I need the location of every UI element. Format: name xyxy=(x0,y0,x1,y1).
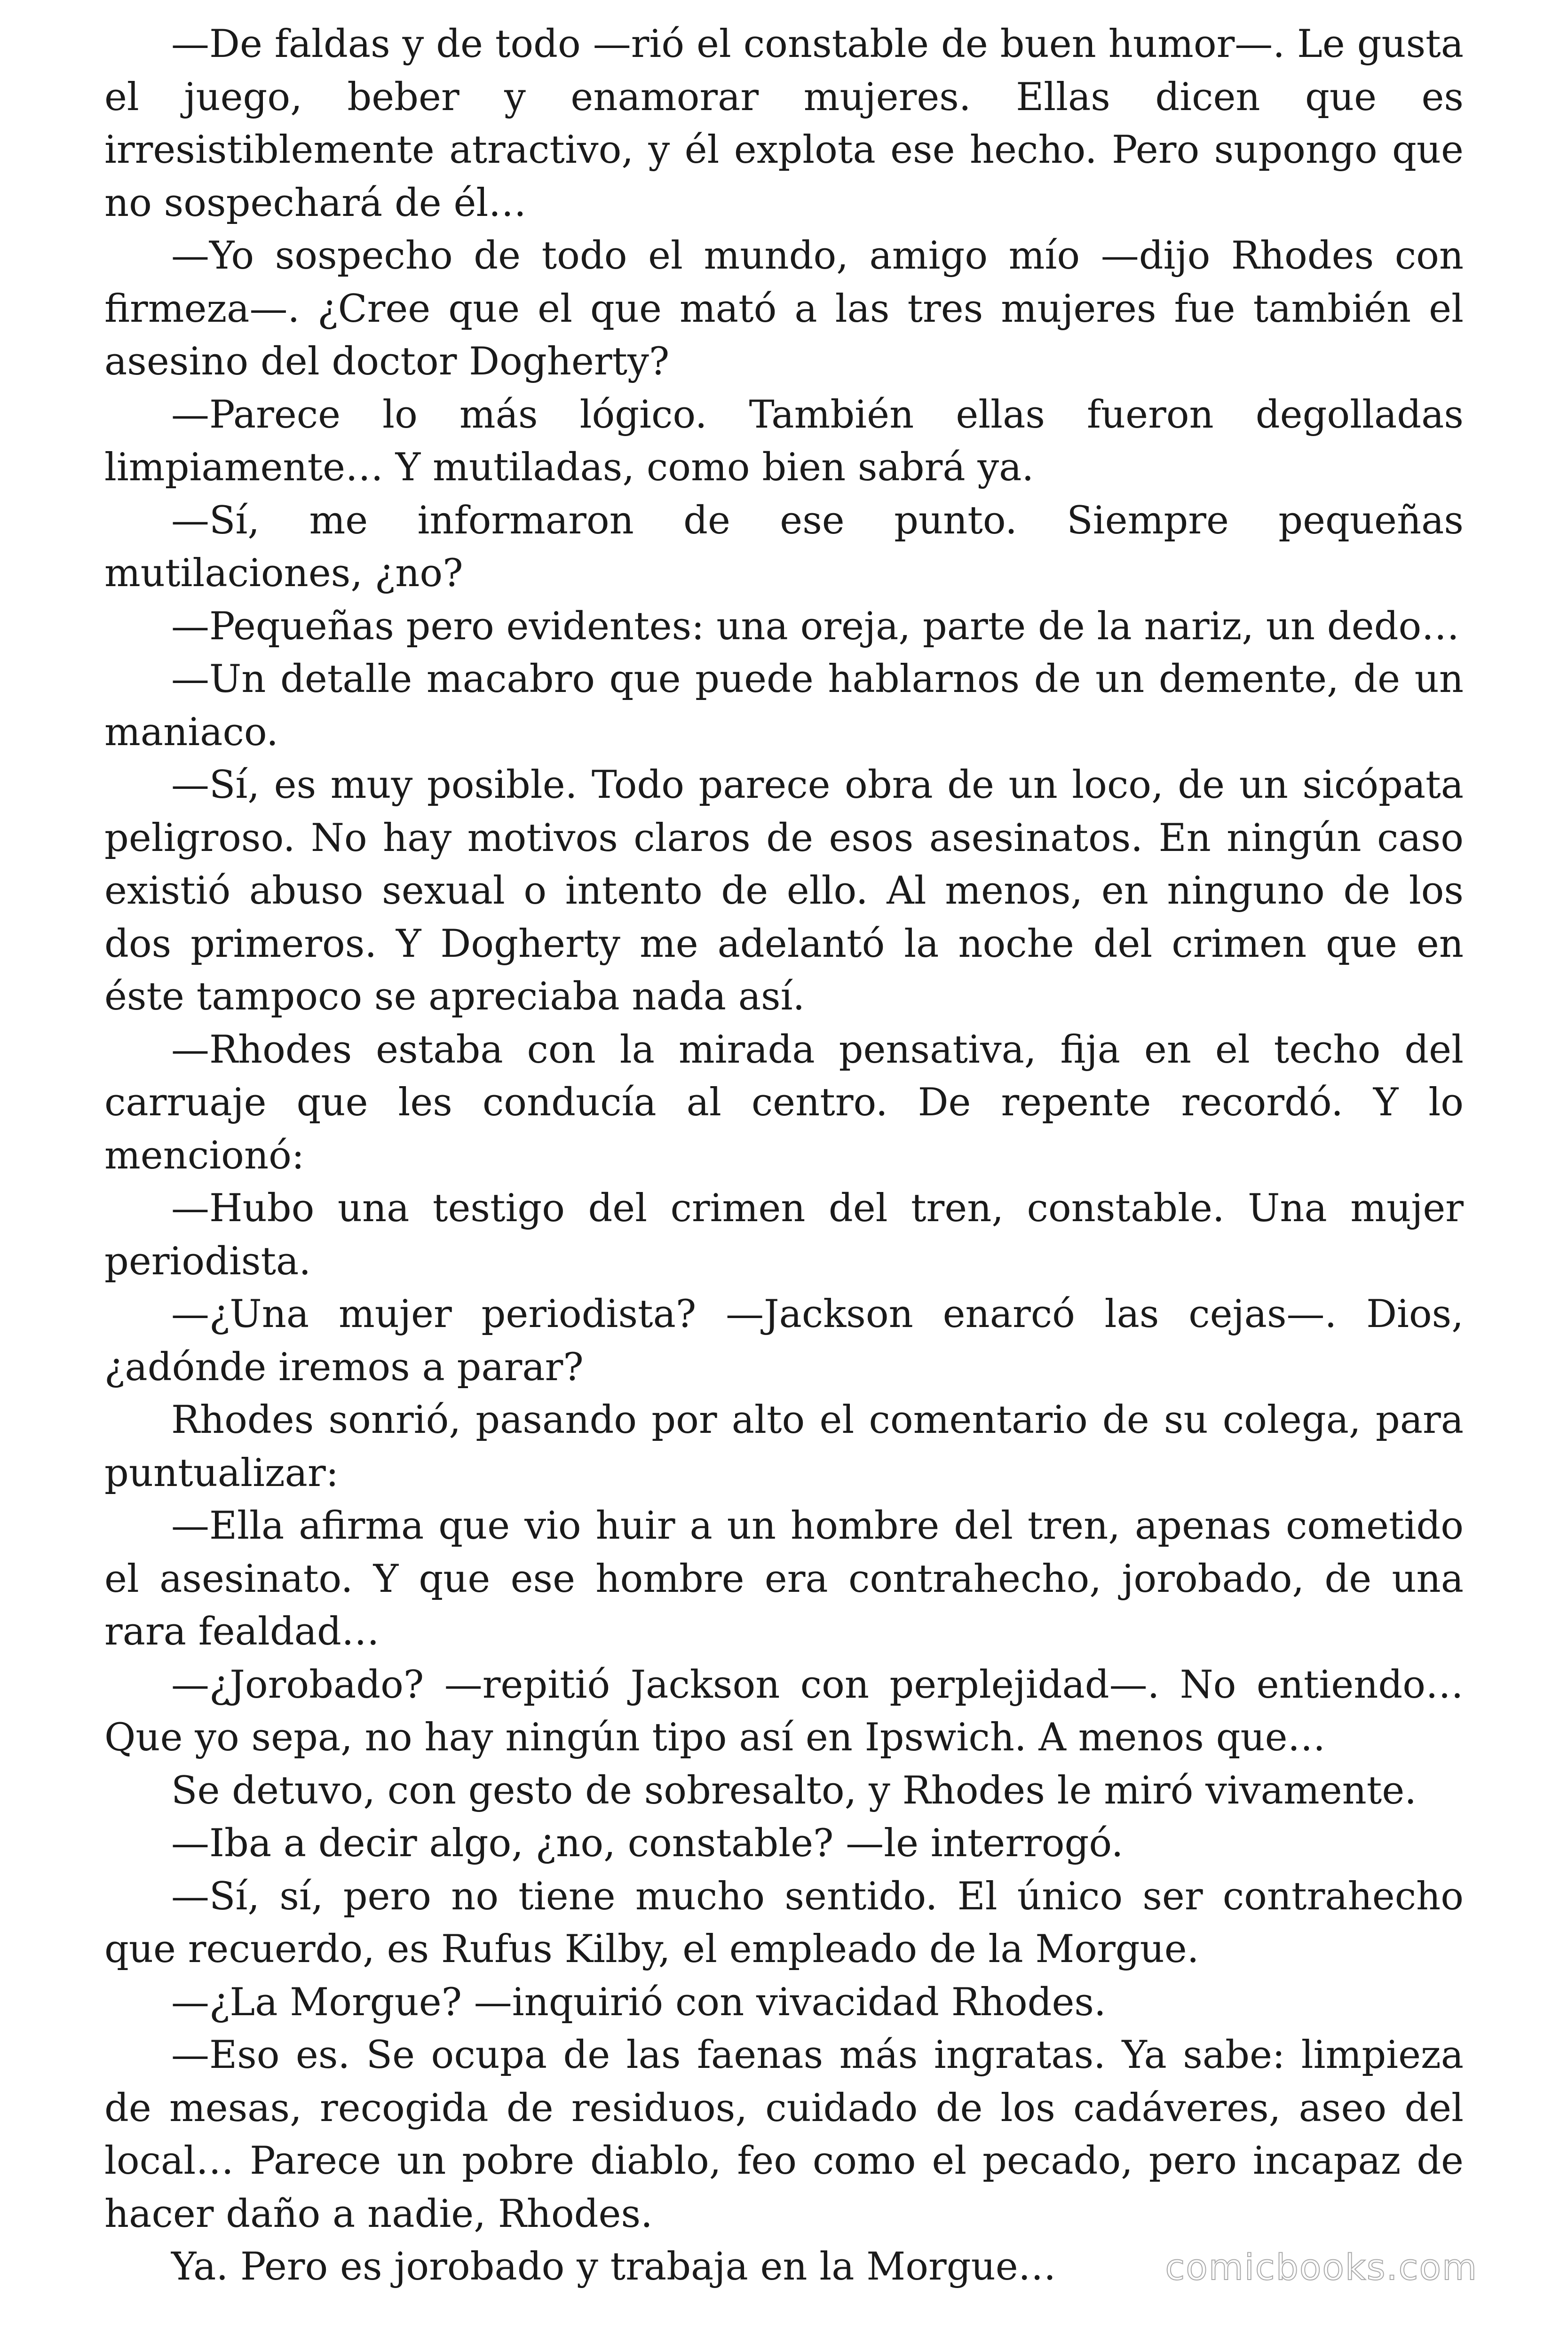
paragraph: —De faldas y de todo —rió el constable de buen humor—. Le gusta el juego, beber y enamorar mujeres. Ellas dicen que es irresistiblemente atractivo, y él explota ese hecho. Pero supongo que no sospechará de él… xyxy=(104,22,1464,225)
paragraph: —Sí, sí, pero no tiene mucho sentido. El único ser contrahecho que recuerdo, es Rufus Kilby, el empleado de la Morgue. xyxy=(104,1874,1464,1971)
paragraph: —¿Jorobado? —repitió Jackson con perplejidad—. No entiendo… Que yo sepa, no hay ningún tipo así en Ipswich. A menos que… xyxy=(104,1662,1464,1760)
final-paragraph: Ya. Pero es jorobado y trabaja en la Morgue… xyxy=(171,2245,1056,2289)
paragraph: —Yo sospecho de todo el mundo, amigo mío —dijo Rhodes con firmeza—. ¿Cree que el que mató a las tres mujeres fue también el asesino del doctor Dogherty? xyxy=(104,234,1464,384)
paragraph: Se detuvo, con gesto de sobresalto, y Rhodes le miró vivamente. xyxy=(171,1768,1417,1813)
paragraph: Rhodes sonrió, pasando por alto el comentario de su colega, para puntualizar: xyxy=(104,1398,1464,1495)
paragraph: —Sí, me informaron de ese punto. Siempre pequeñas mutilaciones, ¿no? xyxy=(104,498,1464,596)
book-page xyxy=(104,18,1478,2294)
paragraph: —Sí, es muy posible. Todo parece obra de un loco, de un sicópata peligroso. No hay motivos claros de esos asesinatos. En ningún caso existió abuso sexual o intento de ello. Al menos, en ninguno de los dos primeros. Y Dogherty me adelantó la noche del crimen que en éste tampoco se apreciaba nada así. xyxy=(104,763,1464,1019)
paragraph: —Eso es. Se ocupa de las faenas más ingratas. Ya sabe: limpieza de mesas, recogida de residuos, cuidado de los cadáveres, aseo del local… Parece un pobre diablo, feo como el pecado, pero incapaz de hacer daño a nadie, Rhodes. xyxy=(104,2033,1464,2236)
paragraph: —¿Una mujer periodista? —Jackson enarcó las cejas—. Dios, ¿adónde iremos a parar? xyxy=(104,1292,1464,1390)
watermark: comicbooks.com xyxy=(1165,2246,1478,2288)
paragraph: —Rhodes estaba con la mirada pensativa, fija en el techo del carruaje que les conducía al centro. De repente recordó. Y lo mencionó: xyxy=(104,1027,1464,1178)
paragraph: —Parece lo más lógico. También ellas fueron degolladas limpiamente… Y mutiladas, como bien sabrá ya. xyxy=(104,392,1464,490)
paragraph: —Iba a decir algo, ¿no, constable? —le interrogó. xyxy=(171,1821,1124,1866)
final-paragraph-row xyxy=(104,2241,1478,2294)
paragraph: —Pequeñas pero evidentes: una oreja, parte de la nariz, un dedo… xyxy=(171,604,1460,649)
paragraph: —Hubo una testigo del crimen del tren, constable. Una mujer periodista. xyxy=(104,1186,1464,1284)
paragraph: —Un detalle macabro que puede hablarnos de un demente, de un maniaco. xyxy=(104,657,1464,755)
paragraph: —¿La Morgue? —inquirió con vivacidad Rhodes. xyxy=(171,1980,1106,2025)
paragraph: —Ella afirma que vio huir a un hombre del tren, apenas cometido el asesinato. Y que ese hombre era contrahecho, jorobado, de una rara fealdad… xyxy=(104,1504,1464,1654)
